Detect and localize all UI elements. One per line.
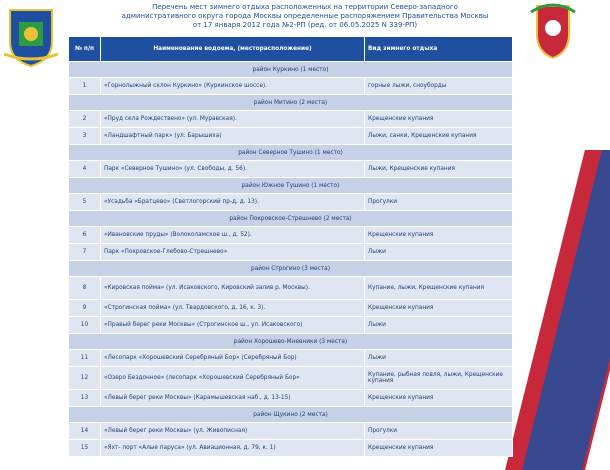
district-header-row <box>69 95 513 111</box>
cell-type: Крещенские купания <box>365 111 513 128</box>
cell-num: 5 <box>69 194 101 211</box>
cell-type: Прогулки <box>365 423 513 440</box>
cell-type: Купание, лыжи, Крещенские купания <box>365 277 513 300</box>
cell-type: Лыжи, санки, Крещенские купания <box>365 128 513 145</box>
cell-type: Крещенские купания <box>365 300 513 317</box>
page-title <box>95 3 515 30</box>
cell-num: 6 <box>69 227 101 244</box>
table-row <box>69 161 513 178</box>
cell-num: 12 <box>69 367 101 390</box>
district-label: район Щукино (2 места) <box>69 407 513 423</box>
district-header-row <box>69 407 513 423</box>
cell-num: 1 <box>69 78 101 95</box>
moscow-coat-of-arms-icon <box>527 0 579 60</box>
table-row <box>69 194 513 211</box>
table-header-row <box>69 37 513 62</box>
cell-type: Крещенские купания <box>365 440 513 457</box>
table-row <box>69 317 513 334</box>
table-row <box>69 78 513 95</box>
cell-num: 13 <box>69 390 101 407</box>
cell-type: Крещенские купания <box>365 390 513 407</box>
header-num: № п/п <box>69 37 101 62</box>
cell-name: «Левый берег реки Москвы» (ул. Живописная) <box>101 423 365 440</box>
cell-type: Крещенские купания <box>365 227 513 244</box>
cell-type: Лыжи <box>365 244 513 261</box>
table-row <box>69 440 513 457</box>
winter-leisure-table <box>68 36 513 457</box>
cell-num: 3 <box>69 128 101 145</box>
district-label: район Митино (2 места) <box>69 95 513 111</box>
cell-type: горные лыжи, сноуборды <box>365 78 513 95</box>
district-label: район Покровское-Стрешнево (2 места) <box>69 211 513 227</box>
cell-name: «Ландшафтный парк» (ул. Барышиха) <box>101 128 365 145</box>
cell-name: «Озеро Бездонное» (лесопарк «Хорошевский Серебряный Бор» <box>101 367 365 390</box>
table-row <box>69 423 513 440</box>
district-header-row <box>69 261 513 277</box>
cell-name: «Ивановские пруды» (Волоколамское ш., д. 52). <box>101 227 365 244</box>
cell-num: 7 <box>69 244 101 261</box>
table-row <box>69 277 513 300</box>
district-header-row <box>69 178 513 194</box>
table-row <box>69 128 513 145</box>
cell-name: «Усадьба «Братцево» (Светлогорский пр-д, д. 13). <box>101 194 365 211</box>
table-row <box>69 300 513 317</box>
cell-name: «Левый берег реки Москвы» (Карамышевская наб., д. 13-15) <box>101 390 365 407</box>
cell-type: Лыжи <box>365 317 513 334</box>
cell-name: Парк «Северное Тушино» (ул. Свободы, д. 56). <box>101 161 365 178</box>
cell-name: «Лесопарк «Хорошевский Серебряный Бор» (Серебряный Бор) <box>101 350 365 367</box>
table-row <box>69 244 513 261</box>
district-header-row <box>69 145 513 161</box>
district-header-row <box>69 62 513 78</box>
cell-num: 15 <box>69 440 101 457</box>
cell-name: «Правый берег реки Москвы» (Строгинское ш., ул. Исаковского) <box>101 317 365 334</box>
district-label: район Хорошево-Мневники (3 места) <box>69 334 513 350</box>
table-row <box>69 367 513 390</box>
cell-num: 9 <box>69 300 101 317</box>
cell-num: 14 <box>69 423 101 440</box>
table-body <box>69 62 513 457</box>
district-label: район Строгино (3 места) <box>69 261 513 277</box>
cell-type: Прогулки <box>365 194 513 211</box>
cell-num: 11 <box>69 350 101 367</box>
cell-name: «Пруд села Рождествено» (ул. Муравская). <box>101 111 365 128</box>
district-label: район Южное Тушино (1 место) <box>69 178 513 194</box>
table-row <box>69 111 513 128</box>
table-row <box>69 390 513 407</box>
cell-name: «Яхт- порт «Алые паруса» (ул. Авиационная, д. 79, к. 1) <box>101 440 365 457</box>
cell-num: 4 <box>69 161 101 178</box>
title-line-3: от 17 января 2012 года №2-РП (ред. от 06.05.2025 N 339-РП) <box>192 21 418 29</box>
cell-num: 2 <box>69 111 101 128</box>
cell-name: Парк «Покровское-Глебово-Стрешнево» <box>101 244 365 261</box>
title-line-2: административного округа города Москвы определенные распоряжением Правительства Москвы <box>121 12 489 20</box>
header-type: Вид зимнего отдыха <box>365 37 513 62</box>
district-header-row <box>69 334 513 350</box>
cell-type: Лыжи, Крещенские купания <box>365 161 513 178</box>
cell-type: Лыжи <box>365 350 513 367</box>
table-row <box>69 227 513 244</box>
cell-num: 8 <box>69 277 101 300</box>
cell-num: 10 <box>69 317 101 334</box>
district-header-row <box>69 211 513 227</box>
cell-name: «Горнолыжный склон Куркино» (Куркинское шоссе). <box>101 78 365 95</box>
cell-name: «Кировская пойма» (ул. Исаковского, Кировский залив р. Москвы). <box>101 277 365 300</box>
district-label: район Северное Тушино (1 место) <box>69 145 513 161</box>
table-row <box>69 350 513 367</box>
cell-name: «Строгинская пойма» (ул. Твардовского, д. 16, к. 3). <box>101 300 365 317</box>
district-label: район Куркино (1 место) <box>69 62 513 78</box>
header-name: Наименование водоема, (месторасположение) <box>101 37 365 62</box>
district-coat-of-arms-icon <box>4 2 58 68</box>
cell-type: Купание, рыбная ловля, лыжи, Крещенские купания <box>365 367 513 390</box>
title-line-1: Перечень мест зимнего отдыха расположенных на территории Северо-западного <box>152 3 458 11</box>
